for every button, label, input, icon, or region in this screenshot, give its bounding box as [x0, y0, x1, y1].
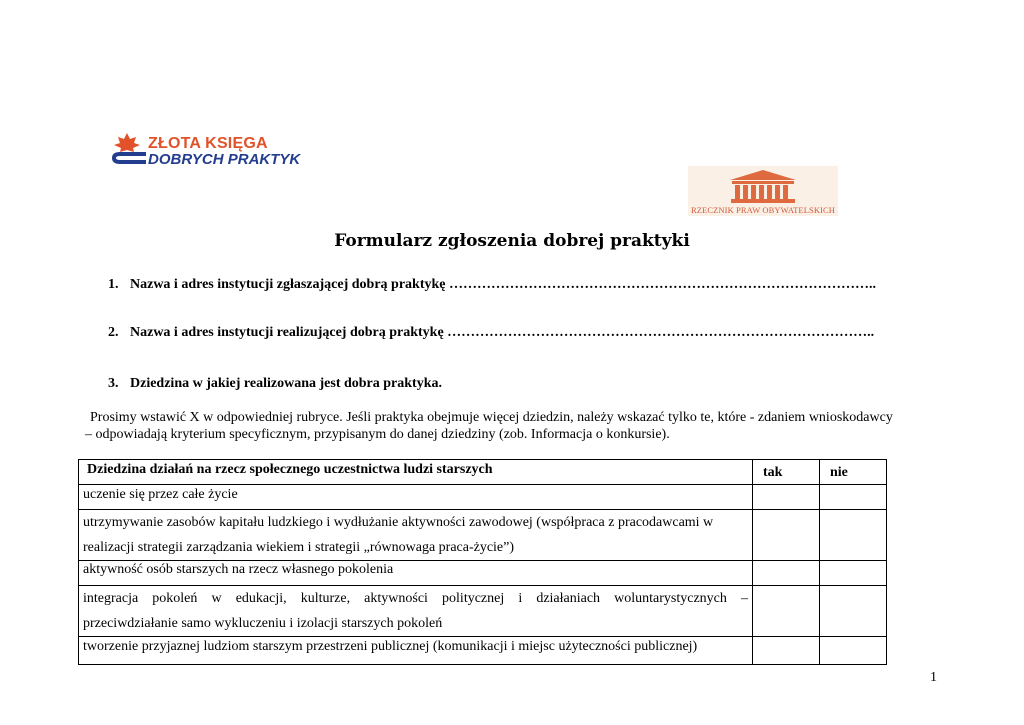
- checkbox-yes-cell[interactable]: [753, 561, 820, 586]
- table-row: [79, 561, 887, 586]
- row-label-line-2: realizacji strategii zarządzania wiekiem i strategii „równowaga praca-życie”): [83, 540, 515, 555]
- question-text: Nazwa i adres instytucji realizującej dobrą praktykę ………………………………………………………………………………..: [130, 325, 875, 340]
- rpo-logo-caption: RZECZNIK PRAW OBYWATELSKICH: [691, 205, 835, 215]
- page-title: Formularz zgłoszenia dobrej praktyki: [334, 231, 690, 251]
- question-text: Dziedzina w jakiej realizowana jest dobra praktyka.: [130, 376, 442, 391]
- row-label-line-1: integracja pokoleń w edukacji, kulturze, aktywności politycznej i działaniach woluntarystycznych –: [83, 591, 748, 606]
- row-label-line-2: przeciwdziałanie samo wykluczeniu i izolacji starszych pokoleń: [83, 616, 443, 631]
- row-label: [79, 586, 753, 637]
- row-label: uczenie się przez całe życie: [79, 485, 753, 510]
- table-row: [79, 510, 887, 561]
- checkbox-yes-cell[interactable]: [753, 637, 820, 665]
- header-area: Dziedzina działań na rzecz społecznego uczestnictwa ludzi starszych: [79, 460, 753, 485]
- checkbox-no-cell[interactable]: [820, 561, 887, 586]
- question-text: Nazwa i adres instytucji zgłaszającej dobrą praktykę ………………………………………………………………………………..: [130, 277, 876, 292]
- table-row: [79, 637, 887, 665]
- table-row: [79, 485, 887, 510]
- logo-line-1: ZŁOTA KSIĘGA: [148, 135, 268, 152]
- row-label: aktywność osób starszych na rzecz własnego pokolenia: [79, 561, 753, 586]
- zlota-ksiega-logo: [108, 128, 318, 173]
- page-number: 1: [930, 670, 937, 685]
- header-yes: tak: [753, 460, 820, 485]
- row-label: [79, 510, 753, 561]
- logo-line-2: DOBRYCH PRAKTYK: [148, 151, 301, 168]
- instructions-line-1: Prosimy wstawić X w odpowiedniej rubryce. Jeśli praktyka obejmuje więcej dziedzin, należy wskazać tylko te, które - zdaniem wnioskodawcy: [90, 410, 893, 425]
- table-row: [79, 586, 887, 637]
- checkbox-no-cell[interactable]: [820, 510, 887, 561]
- checkbox-no-cell[interactable]: [820, 637, 887, 665]
- question-number: 3.: [108, 376, 119, 391]
- question-3: [108, 376, 442, 392]
- question-2: [108, 325, 874, 341]
- question-number: 1.: [108, 277, 119, 292]
- checkbox-no-cell[interactable]: [820, 586, 887, 637]
- checkbox-yes-cell[interactable]: [753, 586, 820, 637]
- question-1: [108, 277, 876, 293]
- rpo-logo: [688, 166, 838, 216]
- domains-table: [78, 459, 887, 665]
- instructions: [85, 409, 938, 443]
- checkbox-yes-cell[interactable]: [753, 485, 820, 510]
- checkbox-no-cell[interactable]: [820, 485, 887, 510]
- book-icon: [110, 150, 148, 166]
- building-icon: [728, 168, 798, 204]
- row-label: tworzenie przyjaznej ludziom starszym przestrzeni publicznej (komunikacji i miejsc użyteczności publicznej): [79, 637, 753, 665]
- row-label-line-1: utrzymywanie zasobów kapitału ludzkiego i wydłużanie aktywności zawodowej (współpraca z pracodawcami w: [83, 515, 714, 530]
- instructions-line-2: – odpowiadają kryterium specyficznym, przypisanym do danej dziedziny (zob. Informacja o konkursie).: [85, 427, 670, 442]
- question-number: 2.: [108, 325, 119, 340]
- header-no: nie: [820, 460, 887, 485]
- checkbox-yes-cell[interactable]: [753, 510, 820, 561]
- table-header-row: [79, 460, 887, 485]
